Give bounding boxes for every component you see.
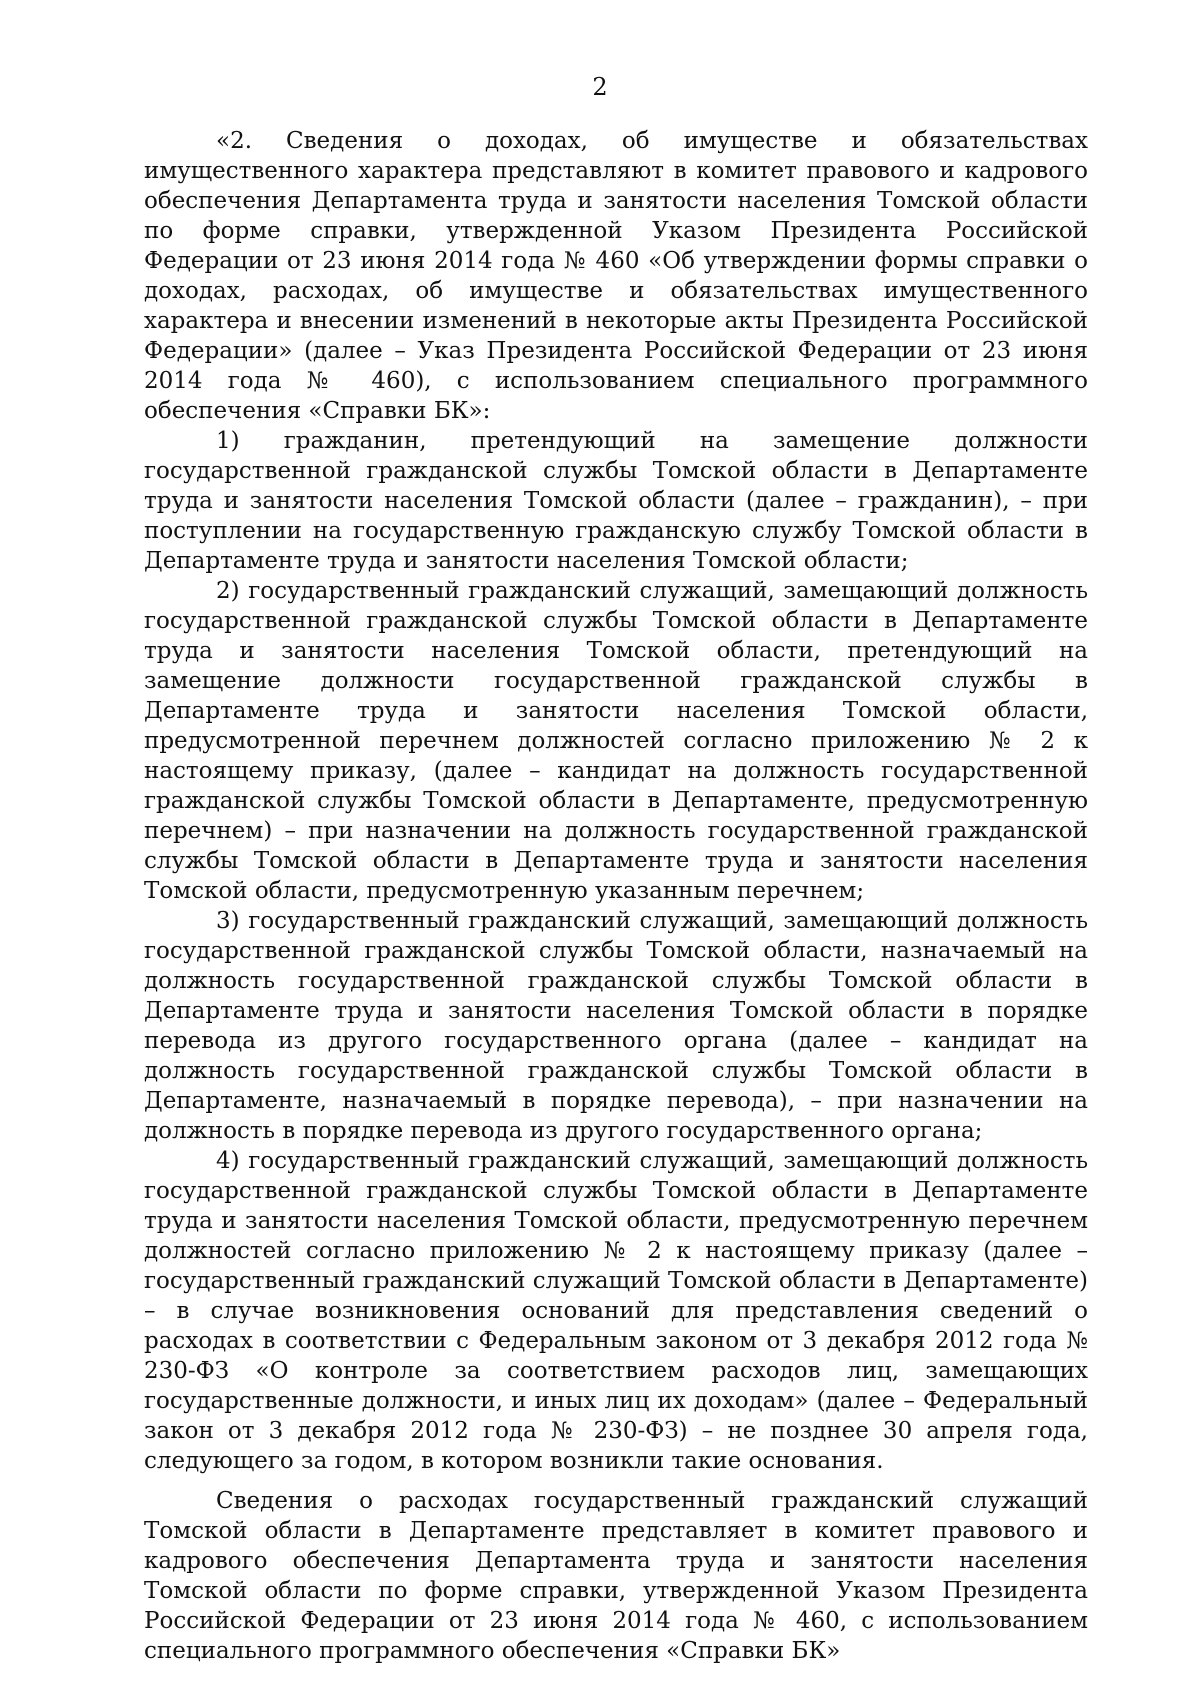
paragraph-expenses-info: Сведения о расходах государственный гражданский служащий Томской области в Департаменте представляет в комитет правового и кадрового обеспечения Департамента труда и занятости населения Томской области по форме справки, утвержденной Указом Президента Российской Федерации от 23 июня 2014 года № 460, с использованием специального программного обеспечения «Справки БК» [144, 1488, 1088, 1664]
paragraph-subitem-1-citizen: 1) гражданин, претендующий на замещение должности государственной гражданской службы Томской области в Департаменте труда и занятости населения Томской области (далее – гражданин), – при поступлении на государственную гражданскую службу Томской области в Департаменте труда и занятости населения Томской области; [144, 428, 1088, 574]
paragraph-item-2-intro: «2. Сведения о доходах, об имуществе и обязательствах имущественного характера представляют в комитет правового и кадрового обеспечения Департамента труда и занятости населения Томской области по форме справки, утвержденной Указом Президента Российской Федерации от 23 июня 2014 года № 460 «Об утверждении формы справки о доходах, расходах, об имуществе и обязательствах имущественного характера и внесении изменений в некоторые акты Президента Российской Федерации» (далее – Указ Президента Российской Федерации от 23 июня 2014 года № 460), с использованием специального программного обеспечения «Справки БК»: [144, 128, 1088, 424]
document-body [144, 126, 1088, 1666]
paragraph-subitem-4-expenses: 4) государственный гражданский служащий, замещающий должность государственной гражданской службы Томской области в Департаменте труда и занятости населения Томской области, предусмотренную перечнем должностей согласно приложению № 2 к настоящему приказу (далее –государственный гражданский служащий Томской области в Департаменте) – в случае возникновения оснований для представления сведений о расходах в соответствии с Федеральным законом от 3 декабря 2012 года № 230-ФЗ «О контроле за соответствием расходов лиц, замещающих государственные должности, и иных лиц их доходам» (далее – Федеральный закон от 3 декабря 2012 года № 230-ФЗ) – не позднее 30 апреля года, следующего за годом, в котором возникли такие основания. [144, 1148, 1088, 1474]
page-number: 2 [592, 73, 608, 101]
paragraph-subitem-2-candidate: 2) государственный гражданский служащий, замещающий должность государственной гражданской службы Томской области в Департаменте труда и занятости населения Томской области, претендующий на замещение должности государственной гражданской службы в Департаменте труда и занятости населения Томской области, предусмотренной перечнем должностей согласно приложению № 2 к настоящему приказу, (далее – кандидат на должность государственной гражданской службы Томской области в Департаменте, предусмотренную перечнем) – при назначении на должность государственной гражданской службы Томской области в Департаменте труда и занятости населения Томской области, предусмотренную указанным перечнем; [144, 578, 1088, 904]
paragraph-subitem-3-transfer: 3) государственный гражданский служащий, замещающий должность государственной гражданской службы Томской области, назначаемый на должность государственной гражданской службы Томской области в Департаменте труда и занятости населения Томской области в порядке перевода из другого государственного органа (далее – кандидат на должность государственной гражданской службы Томской области в Департаменте, назначаемый в порядке перевода), – при назначении на должность в порядке перевода из другого государственного органа; [144, 908, 1088, 1144]
